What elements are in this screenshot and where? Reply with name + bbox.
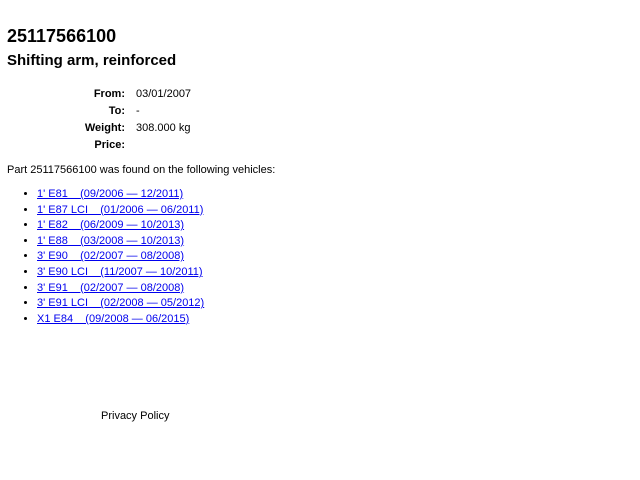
vehicle-link-e87-lci[interactable]: 1' E87 LCI (01/2006 — 06/2011)	[37, 203, 204, 216]
footer	[7, 410, 640, 422]
part-name-heading: Shifting arm, reinforced	[7, 52, 177, 69]
detail-value-to: -	[136, 104, 140, 117]
vehicle-list-item	[37, 234, 640, 250]
vehicle-link-e88[interactable]: 1' E88 (03/2008 — 10/2013)	[37, 234, 185, 247]
vehicle-link-x1-e84[interactable]: X1 E84 (09/2008 — 06/2015)	[37, 312, 190, 325]
detail-row-to	[7, 102, 216, 119]
vehicle-list-item	[37, 312, 640, 328]
vehicle-list	[7, 187, 640, 327]
vehicle-list-item	[37, 296, 640, 312]
detail-value-from: 03/01/2007	[136, 87, 192, 100]
vehicle-link-e91[interactable]: 3' E91 (02/2007 — 08/2008)	[37, 281, 185, 294]
detail-label-price: Price:	[94, 138, 125, 151]
detail-row-from	[7, 85, 216, 102]
vehicle-list-item	[37, 203, 640, 219]
vehicle-list-item	[37, 218, 640, 234]
vehicles-intro-text: Part 25117566100 was found on the following vehicles:	[7, 164, 276, 176]
vehicle-list-item	[37, 187, 640, 203]
vehicle-list-item	[37, 281, 640, 297]
vehicle-link-e90-lci[interactable]: 3' E90 LCI (11/2007 — 10/2011)	[37, 265, 203, 278]
vehicle-link-e82[interactable]: 1' E82 (06/2009 — 10/2013)	[37, 219, 185, 232]
detail-row-weight	[7, 119, 216, 136]
detail-row-price	[7, 136, 216, 153]
vehicle-list-item	[37, 249, 640, 265]
detail-label-weight: Weight:	[84, 121, 125, 134]
detail-label-from: From:	[93, 87, 125, 100]
vehicle-link-e90[interactable]: 3' E90 (02/2007 — 08/2008)	[37, 250, 185, 263]
vehicle-link-e91-lci[interactable]: 3' E91 LCI (02/2008 — 05/2012)	[37, 297, 205, 310]
detail-value-price	[125, 136, 216, 153]
vehicle-list-item	[37, 265, 640, 281]
part-number-heading: 25117566100	[7, 26, 117, 46]
detail-value-weight: 308.000 kg	[136, 121, 191, 134]
vehicle-link-e81[interactable]: 1' E81 (09/2006 — 12/2011)	[37, 188, 184, 200]
part-details-table	[7, 85, 216, 153]
privacy-policy-link[interactable]: Privacy Policy	[101, 410, 170, 423]
detail-label-to: To:	[108, 104, 125, 117]
